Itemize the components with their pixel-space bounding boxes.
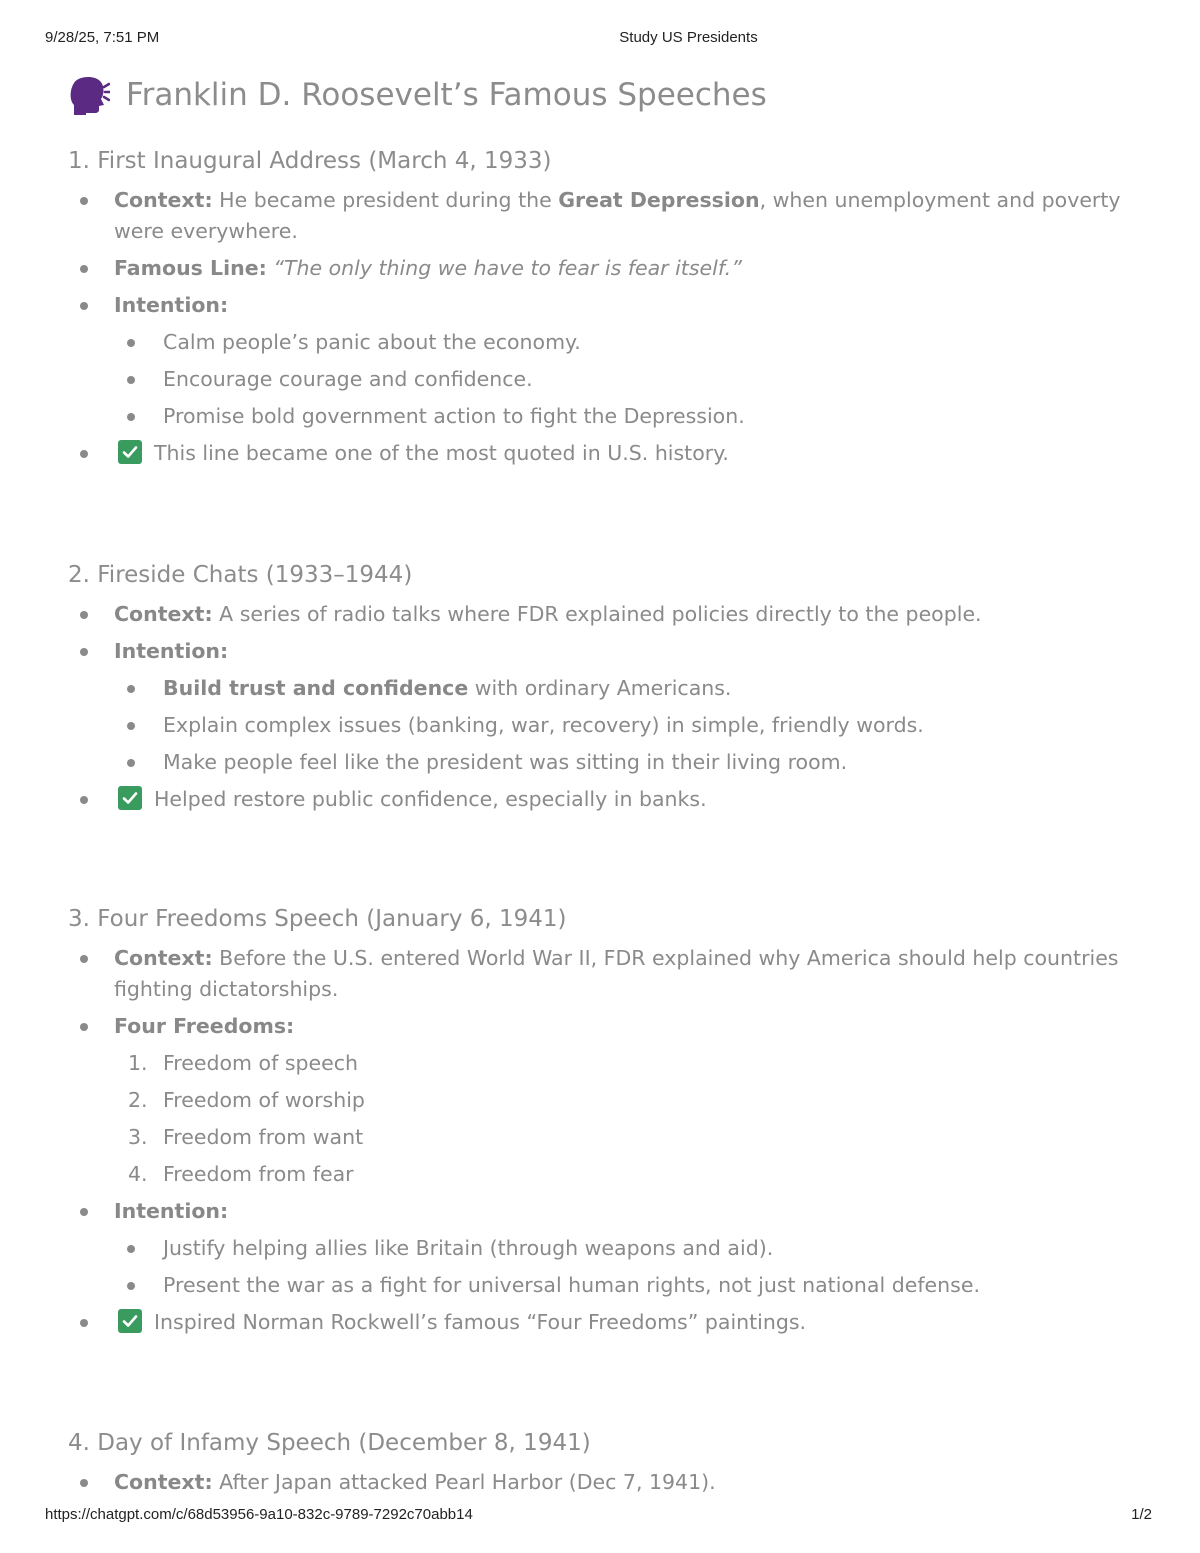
page-title-text: Franklin D. Roosevelt’s Famous Speeches — [126, 77, 767, 113]
freedoms-list — [114, 1048, 1148, 1190]
intention-item — [68, 290, 1148, 432]
print-datetime: 9/28/25, 7:51 PM — [45, 29, 160, 46]
check-mark-icon — [118, 786, 142, 810]
list-item — [114, 1122, 1148, 1153]
check-note-text: Helped restore public confidence, especially in banks. — [154, 787, 707, 811]
section-four-freedoms — [68, 903, 1148, 1344]
famous-line-item — [68, 253, 1148, 284]
list-number: 3. — [128, 1125, 148, 1149]
list-item — [114, 1085, 1148, 1116]
list-item: Justify helping allies like Britain (through weapons and aid). — [114, 1233, 1148, 1264]
intention-label: Intention: — [114, 1199, 229, 1223]
four-freedoms-label: Four Freedoms: — [114, 1014, 295, 1038]
context-label: Context: — [114, 1470, 213, 1494]
context-label: Context: — [114, 602, 213, 626]
list-number: 1. — [128, 1051, 148, 1075]
context-item — [68, 1467, 1148, 1498]
list-item: Present the war as a fight for universal human rights, not just national defense. — [114, 1270, 1148, 1301]
context-text: After Japan attacked Pearl Harbor (Dec 7, 1941). — [212, 1470, 716, 1494]
intention-sublist — [114, 327, 1148, 432]
section-day-of-infamy — [68, 1427, 1148, 1504]
print-header — [0, 29, 1200, 49]
list-item: Promise bold government action to fight the Depression. — [114, 401, 1148, 432]
section-first-inaugural — [68, 145, 1148, 475]
section-fireside-chats — [68, 559, 1148, 821]
context-item — [68, 185, 1148, 247]
four-freedoms-item — [68, 1011, 1148, 1190]
context-strong: Great Depression — [558, 188, 760, 212]
speaking-head-icon — [68, 75, 110, 115]
context-text-post: , when unemployment and poverty were everywhere. — [114, 188, 1121, 243]
list-item — [114, 1159, 1148, 1190]
page-number: 1/2 — [1131, 1506, 1152, 1523]
print-url: https://chatgpt.com/c/68d53956-9a10-832c-9789-7292c70abb14 — [45, 1506, 473, 1523]
list-item — [114, 1048, 1148, 1079]
intention-item — [68, 1196, 1148, 1301]
list-item — [114, 673, 1148, 704]
section-heading: 4. Day of Infamy Speech (December 8, 1941) — [68, 1430, 591, 1456]
list-number: 4. — [128, 1162, 148, 1186]
context-text-pre: He became president during the — [212, 188, 559, 212]
freedom-text: Freedom of worship — [163, 1088, 365, 1112]
context-label: Context: — [114, 188, 213, 212]
famous-line-label: Famous Line: — [114, 256, 267, 280]
check-note-item — [68, 1307, 1148, 1338]
list-item: Make people feel like the president was sitting in their living room. — [114, 747, 1148, 778]
section-list — [68, 185, 1148, 469]
intention-item — [68, 636, 1148, 778]
list-number: 2. — [128, 1088, 148, 1112]
section-list — [68, 1467, 1148, 1498]
freedom-text: Freedom from want — [163, 1125, 364, 1149]
context-text: Before the U.S. entered World War II, FDR explained why America should help countries fighting dictatorships. — [114, 946, 1119, 1001]
section-list — [68, 943, 1148, 1338]
page-title — [68, 72, 1148, 118]
intention-sublist — [114, 1233, 1148, 1301]
check-mark-icon — [118, 440, 142, 464]
freedom-text: Freedom of speech — [163, 1051, 359, 1075]
context-label: Context: — [114, 946, 213, 970]
intention-label: Intention: — [114, 293, 229, 317]
check-note-text: Inspired Norman Rockwell’s famous “Four Freedoms” paintings. — [154, 1310, 807, 1334]
context-text: A series of radio talks where FDR explained policies directly to the people. — [212, 602, 982, 626]
intention-label: Intention: — [114, 639, 229, 663]
section-list — [68, 599, 1148, 815]
list-item: Encourage courage and confidence. — [114, 364, 1148, 395]
famous-line-quote: “The only thing we have to fear is fear itself.” — [273, 256, 742, 280]
print-footer — [0, 1506, 1200, 1526]
list-item: Explain complex issues (banking, war, recovery) in simple, friendly words. — [114, 710, 1148, 741]
check-note-item — [68, 784, 1148, 815]
document-content — [68, 72, 1148, 1494]
intention-sublist — [114, 673, 1148, 778]
check-mark-icon — [118, 1309, 142, 1333]
section-heading: 2. Fireside Chats (1933–1944) — [68, 562, 413, 588]
intention-strong: Build trust and confidence — [163, 676, 469, 700]
context-item — [68, 943, 1148, 1005]
context-item — [68, 599, 1148, 630]
check-note-item — [68, 438, 1148, 469]
intention-rest: with ordinary Americans. — [468, 676, 732, 700]
freedom-text: Freedom from fear — [163, 1162, 354, 1186]
section-heading: 1. First Inaugural Address (March 4, 1933) — [68, 148, 552, 174]
print-title: Study US Presidents — [619, 29, 758, 46]
list-item: Calm people’s panic about the economy. — [114, 327, 1148, 358]
section-heading: 3. Four Freedoms Speech (January 6, 1941) — [68, 906, 567, 932]
check-note-text: This line became one of the most quoted in U.S. history. — [154, 441, 729, 465]
